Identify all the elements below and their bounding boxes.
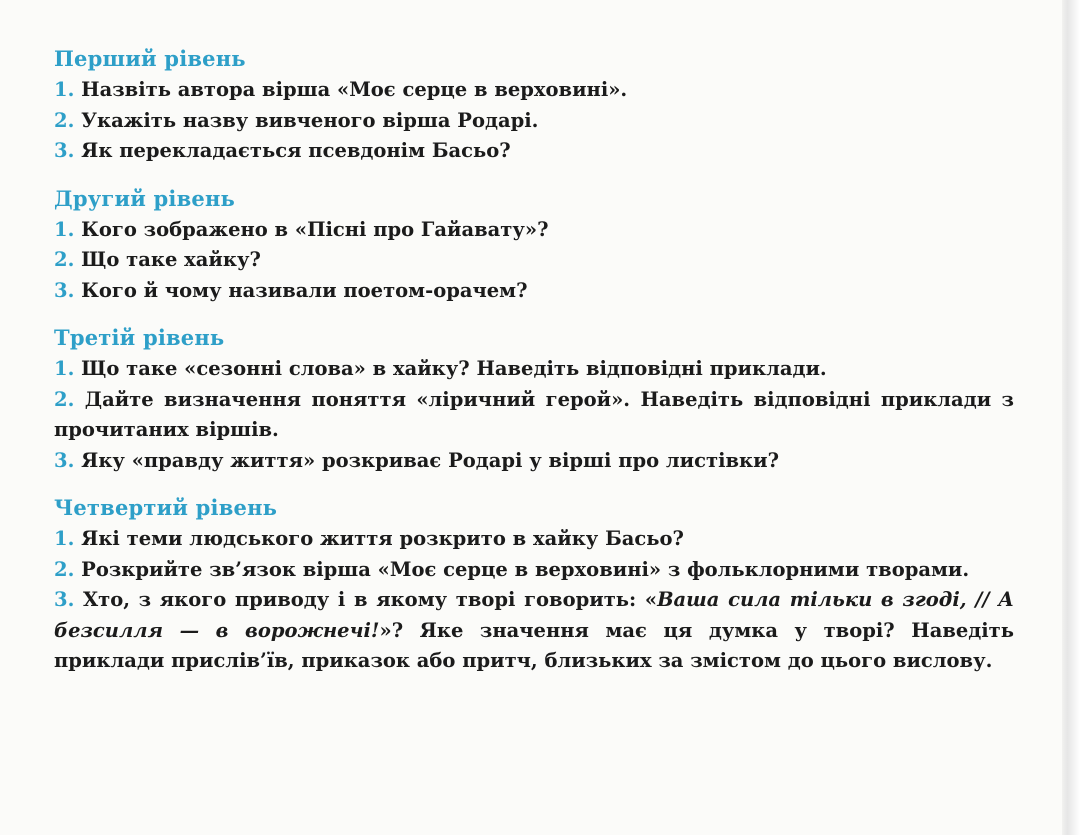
question-number: 2. — [54, 108, 75, 132]
question-number: 2. — [54, 557, 75, 581]
question-text: Кого зображено в «Пісні про Гайавату»? — [81, 217, 549, 241]
level-1-heading: Перший рівень — [54, 46, 246, 71]
level-2-heading: Другий рівень — [54, 185, 235, 211]
questions-content — [54, 44, 1014, 677]
level-1-section — [54, 44, 1014, 167]
question-number: 1. — [54, 78, 75, 101]
level-2-question-2 — [54, 245, 1014, 276]
question-text: Назвіть автора вірша «Моє серце в верховині». — [81, 78, 628, 101]
level-3-section — [54, 323, 1014, 476]
question-number: 1. — [54, 357, 75, 380]
question-text: Укажіть назву вивченого вірша Родарі. — [81, 108, 539, 132]
question-number: 3. — [54, 448, 75, 472]
level-4-section — [54, 493, 1014, 677]
level-3-question-3 — [54, 446, 1014, 477]
question-text: Що таке «сезонні слова» в хайку? Наведіть відповідні приклади. — [81, 357, 827, 380]
level-1-question-3 — [54, 136, 1014, 167]
question-text: Кого й чому називали поетом-орачем? — [81, 278, 528, 302]
level-4-question-3 — [54, 585, 1014, 677]
question-text: Дайте визначення поняття «ліричний герой». Наведіть відповідні приклади з прочитаних віршів. — [54, 387, 1014, 441]
question-number: 2. — [54, 387, 75, 411]
level-2-question-1 — [54, 215, 1014, 246]
question-text: Розкрийте зв’язок вірша «Моє серце в верховині» з фольклорними творами. — [81, 557, 970, 581]
question-number: 1. — [54, 527, 75, 550]
level-3-question-2 — [54, 385, 1014, 446]
question-number: 1. — [54, 217, 75, 241]
question-number: 3. — [54, 588, 75, 611]
question-text-after: »? Яке значення має ця думка у творі? Наведіть приклади прислів’їв, приказок або притч, близьких за змістом до цього вислову. — [54, 618, 1015, 672]
question-text: Яку «правду життя» розкриває Родарі у вірші про листівки? — [81, 448, 780, 472]
level-1-question-1 — [54, 75, 1014, 106]
question-text: Що таке хайку? — [81, 248, 261, 271]
question-number: 2. — [54, 248, 75, 271]
question-text: Як перекладається псевдонім Басьо? — [81, 139, 511, 162]
question-number: 3. — [54, 278, 75, 302]
level-4-heading: Четвертий рівень — [54, 495, 278, 520]
question-number: 3. — [54, 139, 75, 162]
level-4-question-2 — [54, 555, 1014, 586]
level-3-question-1 — [54, 354, 1014, 385]
page-edge — [1062, 0, 1080, 835]
poem-quote: Ваша сила тільки в згоді, // А безсилля — в ворожнечі! — [54, 588, 1014, 642]
level-3-heading: Третій рівень — [54, 325, 225, 350]
question-text-before: Хто, з якого приводу і в якому творі говорить: « — [83, 588, 658, 611]
level-2-section — [54, 184, 1014, 307]
level-1-question-2 — [54, 106, 1014, 137]
level-2-question-3 — [54, 276, 1014, 307]
level-4-question-1 — [54, 524, 1014, 555]
question-text: Які теми людського життя розкрито в хайку Басьо? — [81, 527, 684, 550]
